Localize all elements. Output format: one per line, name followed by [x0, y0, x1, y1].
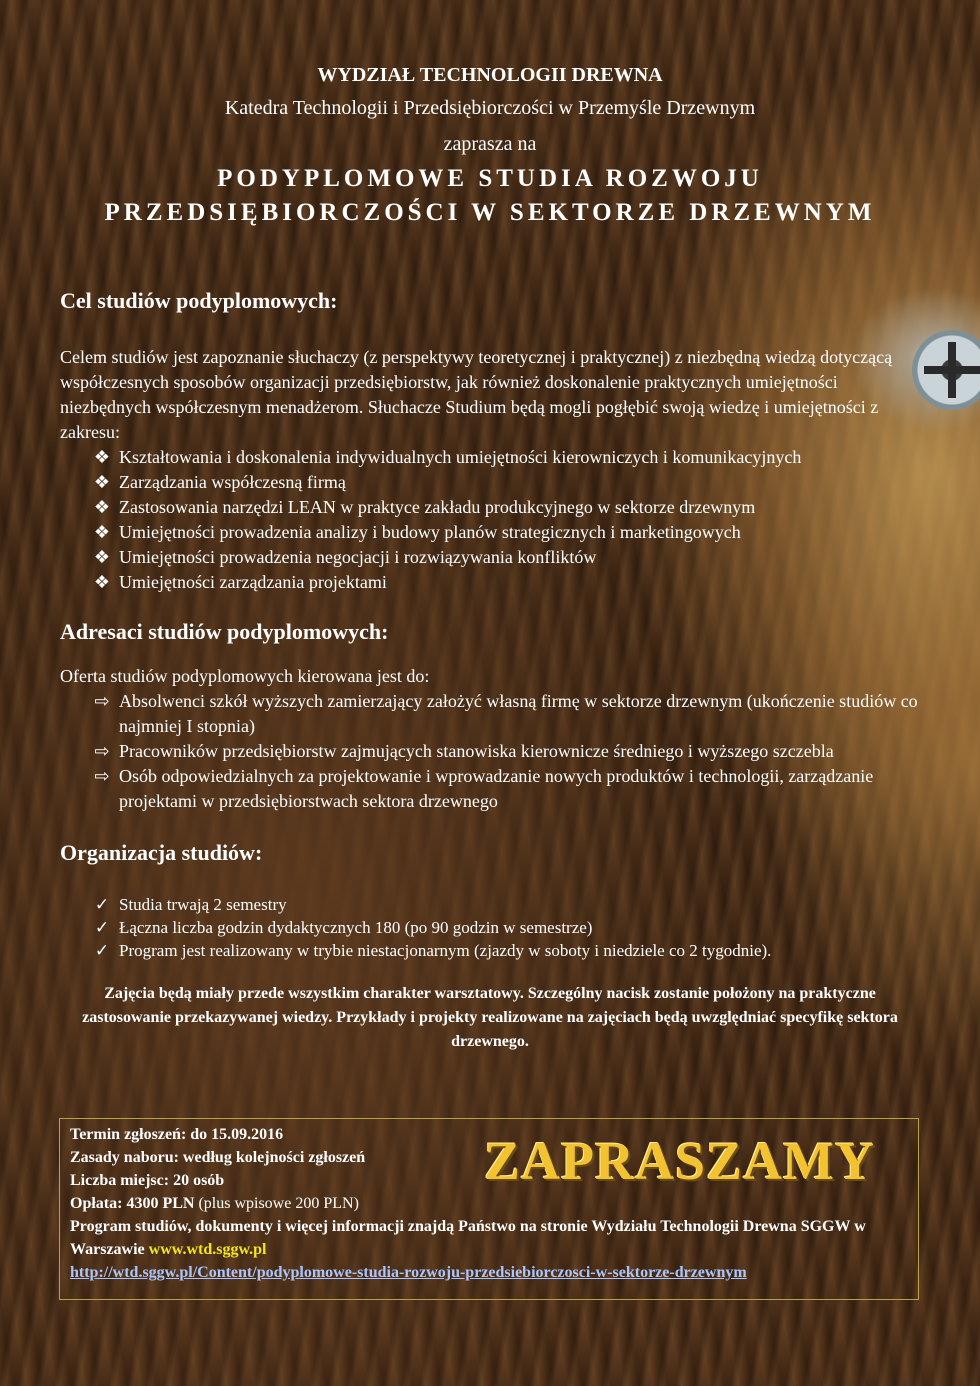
check-icon: ✓: [94, 895, 110, 914]
fee-text: Opłata: 4300 PLN (plus wpisowe 200 PLN): [70, 1195, 359, 1212]
section-title-cel: Cel studiów podyplomowych:: [60, 288, 338, 313]
diamond-bullet-icon: ❖: [93, 572, 111, 592]
faculty-name: WYDZIAŁ TECHNOLOGII DREWNA: [317, 64, 663, 86]
list-item: ✓ Studia trwają 2 semestry: [60, 893, 920, 916]
arrow-bullet-icon: ⇨: [94, 741, 110, 761]
list-item: ✓ Łączna liczba godzin dydaktycznych 180 (po 90 godzin w semestrze): [60, 916, 920, 939]
list-item: ❖ Zastosowania narzędzi LEAN w praktyce zakładu produkcyjnego w sektorze drzewnym: [60, 495, 920, 520]
list-item: ❖ Zarządzania współczesną firmą: [60, 470, 920, 495]
places-text: Liczba miejsc: 20 osób: [70, 1172, 225, 1189]
organizacja-list: [60, 893, 920, 962]
title-line-2: PRZEDSIĘBIORCZOŚCI W SEKTORZE DRZEWNYM: [104, 199, 876, 226]
list-item: ✓ Program jest realizowany w trybie niestacjonarnym (zjazdy w soboty i niedziele co 2 tygodnie).: [60, 939, 920, 962]
cta-heading: ZAPRASZAMY: [484, 1131, 876, 1191]
adresaci-intro: Oferta studiów podyplomowych kierowana jest do:: [60, 666, 430, 686]
check-icon: ✓: [94, 918, 110, 937]
diamond-bullet-icon: ❖: [93, 522, 111, 542]
list-item: ⇨ Osób odpowiedzialnych za projektowanie i wprowadzanie nowych produktów i technologii, zarządzanie projektami w przedsiębiorstwach sektora drzewnego: [60, 764, 920, 814]
title-line-1: PODYPLOMOWE STUDIA ROZWOJU: [217, 165, 763, 192]
list-item: ❖ Umiejętności zarządzania projektami: [60, 570, 920, 595]
section-title-organizacja: Organizacja studiów:: [60, 840, 263, 865]
list-item: ❖ Umiejętności prowadzenia analizy i budowy planów strategicznych i marketingowych: [60, 520, 920, 545]
arrow-bullet-icon: ⇨: [94, 691, 110, 711]
cel-paragraph: Celem studiów jest zapoznanie słuchaczy (z perspektywy teoretycznej i praktycznej) z niezbędną wiedzą dotyczącą współczesnych sposobów organizacji przedsiębiorstw, jak również doskonalenie praktycznych umiejętności niezbędnych współczesnym menadżerom. Słuchacze Studium będą mogli pogłębić swoją wiedzę i umiejętności z zakresu:: [60, 347, 893, 442]
program-url-link[interactable]: http://wtd.sggw.pl/Content/podyplomowe-studia-rozwoju-przedsiebiorczosci-w-sektorze-drzewnym: [70, 1264, 747, 1281]
header: [0, 60, 980, 230]
workshop-note: Zajęcia będą miały przede wszystkim charakter warsztatowy. Szczególny nacisk zostanie położony na praktyczne zastosowanie przekazywanej wiedzy. Przykłady i projekty realizowane na zajęciach będą uwzględniać specyfikę sektora drzewnego.: [82, 985, 898, 1050]
cel-list: [60, 445, 920, 595]
deadline-text: Termin zgłoszeń: do 15.09.2016: [70, 1126, 284, 1143]
diamond-bullet-icon: ❖: [93, 472, 111, 492]
list-item: ❖ Umiejętności prowadzenia negocjacji i rozwiązywania konfliktów: [60, 545, 920, 570]
adresaci-list: [60, 689, 920, 814]
rules-text: Zasady naboru: według kolejności zgłoszeń: [70, 1149, 366, 1166]
check-icon: ✓: [94, 941, 110, 960]
list-item: ❖ Kształtowania i doskonalenia indywidualnych umiejętności kierowniczych i komunikacyjnych: [60, 445, 920, 470]
arrow-bullet-icon: ⇨: [94, 766, 110, 786]
diamond-bullet-icon: ❖: [93, 547, 111, 567]
url-line: [70, 1261, 908, 1284]
list-item: ⇨ Absolwenci szkół wyższych zamierzający założyć własną firmę w sektorze drzewnym (ukończenie studiów co najmniej I stopnia): [60, 689, 920, 739]
screw-head-image: [912, 330, 980, 410]
main-content: [60, 280, 920, 1054]
invite-text: zaprasza na: [443, 133, 537, 155]
program-text: Program studiów, dokumenty i więcej informacji znajdą Państwo na stronie Wydziału Technologii Drewna SGGW w Warszawie www.wtd.sggw.pl: [70, 1218, 866, 1258]
department-name: Katedra Technologii i Przedsiębiorczości w Przemyśle Drzewnym: [224, 97, 756, 119]
site-link[interactable]: www.wtd.sggw.pl: [148, 1241, 267, 1258]
diamond-bullet-icon: ❖: [93, 447, 111, 467]
diamond-bullet-icon: ❖: [93, 497, 111, 517]
section-title-adresaci: Adresaci studiów podyplomowych:: [60, 619, 389, 644]
list-item: ⇨ Pracowników przedsiębiorstw zajmujących stanowiska kierownicze średniego i wyższego szczebla: [60, 739, 920, 764]
